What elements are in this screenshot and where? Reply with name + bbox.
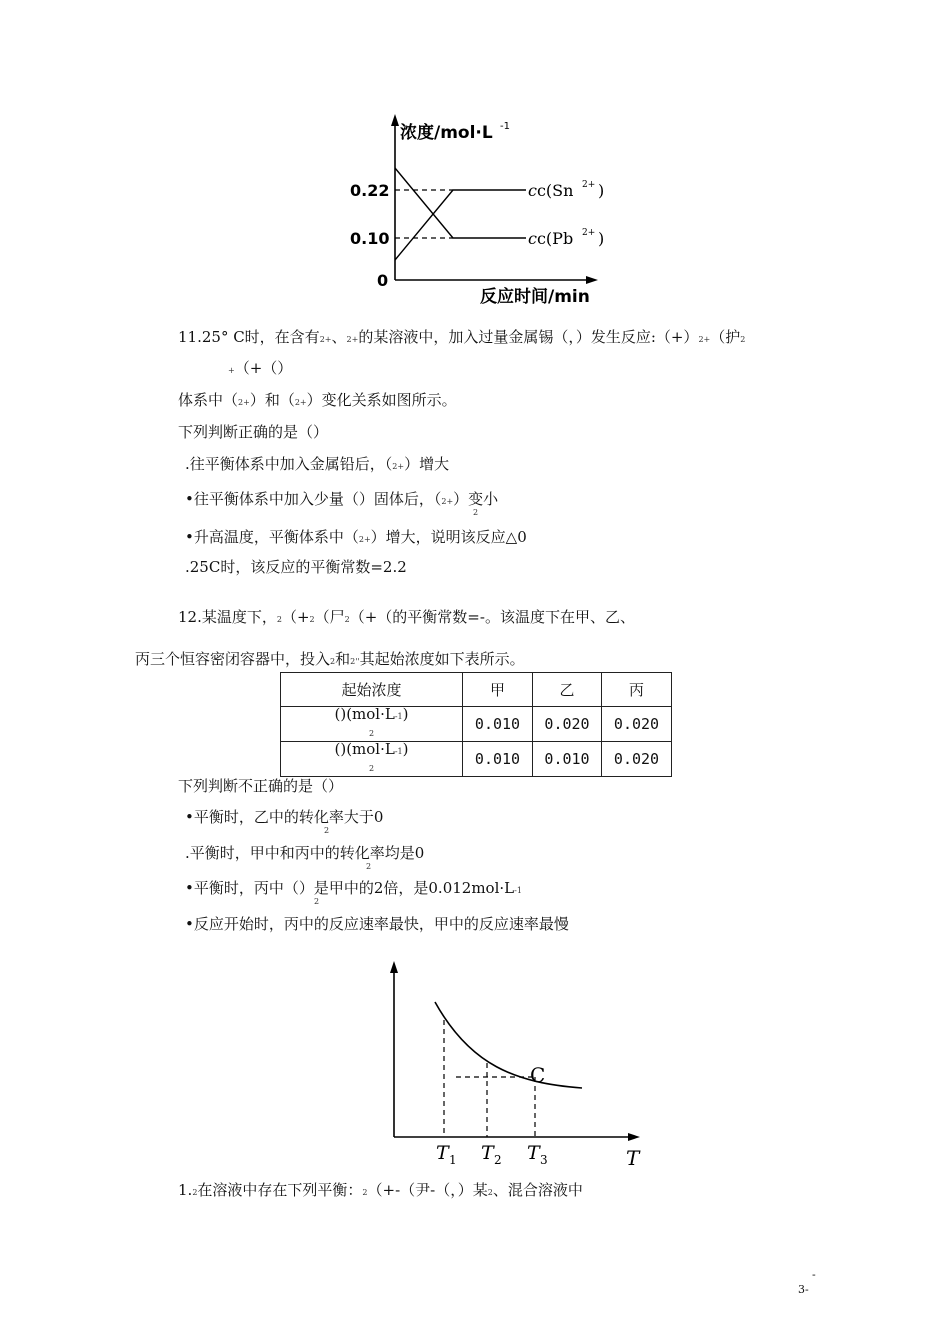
q13-line1-c: （+-（尹-（，）某 <box>367 1181 488 1199</box>
q11-prompt: 下列判断正确的是（） <box>178 423 329 441</box>
table-header-row <box>281 673 672 707</box>
q13-sub: 2 <box>192 1188 198 1197</box>
fig1-tick-010: 0.10 <box>350 229 390 248</box>
q12-sub: 2'' <box>350 657 360 666</box>
q13-line1 <box>178 1180 583 1203</box>
q11-opt-c-end: ）增大，说明该反应△0 <box>370 528 527 546</box>
table-header: 起始浓度 <box>281 673 463 707</box>
q11-line2 <box>228 358 292 381</box>
q11-sub: + <box>228 366 235 375</box>
q11-line3-text: 体系中（ <box>178 391 239 409</box>
fig1-pb-label: cc(Pb <box>528 229 574 248</box>
q11-sub: 2+ <box>238 398 250 407</box>
q11-opt-b-end: ）变小 <box>453 490 499 508</box>
q11-option-c <box>185 527 527 550</box>
table-cell: 0.020 <box>602 742 672 777</box>
q11-option-d: .25C时，该反应的平衡常数=2.2 <box>185 558 407 576</box>
q11-line1 <box>178 327 745 350</box>
row-label-sup: -1 <box>394 712 403 721</box>
q11-line1-rest: 的某溶液中，加入过量金属锡（，）发生反应:（+） <box>358 328 699 346</box>
temperature-curve-figure <box>380 955 650 1170</box>
page-number-dash: - <box>812 1268 816 1281</box>
fig1-tick-022: 0.22 <box>350 181 390 200</box>
q11-sub: 2+ <box>358 535 371 544</box>
q11-line3-mid: ）和（ <box>249 391 295 409</box>
q12-sub: 2 <box>276 615 282 624</box>
table-cell: 0.020 <box>533 707 602 742</box>
concentration-time-figure <box>340 110 630 310</box>
q13-line1-a: 1. <box>178 1181 193 1199</box>
q11-sub: 2+ <box>294 398 307 407</box>
fig1-y-arrow <box>391 114 399 126</box>
q12-line1-d: （+（的平衡常数=-。该温度下在甲、乙、 <box>349 608 635 626</box>
q13-line1-b: 在溶液中存在下列平衡： <box>197 1181 363 1199</box>
table-row-label <box>281 742 463 777</box>
fig2-y-arrow <box>390 961 398 973</box>
fig1-y-label-sup: -1 <box>500 121 510 132</box>
q12-option-a-sub: 2 <box>324 826 330 835</box>
q12-line2-a: 丙三个恒容密闭容器中，投入 <box>135 650 331 668</box>
q12-option-c <box>185 878 522 901</box>
q11-option-b <box>185 489 498 512</box>
q11-opt-a-text: .往平衡体系中加入金属铅后，（ <box>185 455 393 473</box>
fig2-point-c: C <box>530 1063 546 1087</box>
q12-option-b-sub: 2 <box>366 862 372 871</box>
q12-option-a: •平衡时，乙中的转化率大于0 <box>185 808 384 826</box>
q12-line1-c: （尸 <box>314 608 345 626</box>
q12-opt-c-text: •平衡时，丙中（）是甲中的2倍，是0.012mol·L <box>185 879 515 897</box>
fig2-t3: T <box>527 1142 540 1164</box>
fig1-origin: 0 <box>377 271 389 290</box>
fig2-t1-sub: 1 <box>449 1153 457 1167</box>
row-label-text: ()(mol·L <box>334 705 395 723</box>
fig2-x-arrow <box>628 1133 640 1141</box>
q11-opt-b-text: •往平衡体系中加入少量（）固体后，（ <box>185 490 442 508</box>
q11-sub: 2+ <box>346 335 359 344</box>
q12-line2 <box>135 649 525 672</box>
table-row <box>281 742 672 777</box>
table-header: 甲 <box>463 673 533 707</box>
fig1-pb-sup: 2+ <box>582 228 596 238</box>
row-label-sup: -1 <box>394 747 403 756</box>
table-cell: 0.010 <box>533 742 602 777</box>
q12-line2-b: 和 <box>335 650 351 668</box>
fig1-pb-curve <box>395 168 526 238</box>
q12-sub: 2 <box>344 615 350 624</box>
fig1-pb-text: c(Pb <box>536 229 574 248</box>
q11-sub: 2+ <box>698 335 711 344</box>
q13-line1-d: 、混合溶液中 <box>492 1181 583 1199</box>
q11-line1-text: 11.25° C时，在含有 <box>178 328 320 346</box>
fig1-x-label: 反应时间/min <box>480 287 590 307</box>
fig1-sn-close: ) <box>598 181 605 200</box>
q11-line3 <box>178 390 457 413</box>
fig2-t2-sub: 2 <box>494 1153 502 1167</box>
q12-sub: 2 <box>330 657 336 666</box>
q12-line1-b: （+ <box>281 608 310 626</box>
table-header: 丙 <box>602 673 672 707</box>
q11-line3-end: ）变化关系如图所示。 <box>306 391 457 409</box>
fig1-x-arrow <box>586 276 598 284</box>
q12-prompt: 下列判断不正确的是（） <box>178 777 344 795</box>
q11-line2-text: （+（） <box>234 359 293 377</box>
row-label-sub: 2 <box>368 729 375 738</box>
table-row <box>281 707 672 742</box>
q11-sep: 、 <box>331 328 347 346</box>
page-number: 3- <box>798 1283 809 1296</box>
q13-sub: 2 <box>487 1188 493 1197</box>
fig2-t1: T <box>436 1142 449 1164</box>
q11-option-a <box>185 454 449 477</box>
fig1-pb-close: ) <box>598 229 605 248</box>
row-label-end: ) <box>402 705 409 723</box>
q11-sub: 2+ <box>441 497 454 506</box>
q11-option-b-sub: 2 <box>473 508 479 517</box>
q12-line2-c: 其起始浓度如下表所示。 <box>359 650 525 668</box>
q12-option-d: •反应开始时，丙中的反应速率最快，甲中的反应速率最慢 <box>185 915 569 933</box>
row-label-text: ()(mol·L <box>334 740 395 758</box>
initial-concentration-table <box>280 672 672 777</box>
q11-opt-a-end: ）增大 <box>404 455 450 473</box>
q12-option-b: .平衡时，甲中和丙中的转化率均是0 <box>185 844 425 862</box>
q13-sub: 2 <box>362 1188 368 1197</box>
q12-opt-c-sup: -1 <box>514 886 522 895</box>
table-row-label <box>281 707 463 742</box>
q12-line1 <box>178 607 635 630</box>
fig1-sn-label: cc(Sn <box>528 181 574 200</box>
fig2-t2: T <box>481 1142 494 1164</box>
table-cell: 0.010 <box>463 707 533 742</box>
q12-option-c-sub: 2 <box>314 897 320 906</box>
table-header: 乙 <box>533 673 602 707</box>
fig2-x-label: T <box>626 1146 640 1170</box>
fig2-curve <box>435 1002 582 1088</box>
fig1-sn-sup: 2+ <box>582 180 596 190</box>
q12-line1-a: 12.某温度下， <box>178 608 277 626</box>
q11-sub: 2 <box>740 335 746 344</box>
row-label-sub: 2 <box>368 764 375 773</box>
q11-sub: 2+ <box>392 462 405 471</box>
fig1-y-label: 浓度/mol·L <box>400 123 493 143</box>
table-cell: 0.020 <box>602 707 672 742</box>
q11-sub: 2+ <box>319 335 332 344</box>
q12-sub: 2 <box>309 615 315 624</box>
row-label-end: ) <box>402 740 409 758</box>
fig2-t3-sub: 3 <box>540 1153 548 1167</box>
q11-opt-c-text: •升高温度，平衡体系中（ <box>185 528 359 546</box>
fig1-sn-curve <box>395 190 526 260</box>
fig1-sn-text: c(Sn <box>536 181 574 200</box>
table-cell: 0.010 <box>463 742 533 777</box>
q11-line1-end: （护 <box>710 328 741 346</box>
